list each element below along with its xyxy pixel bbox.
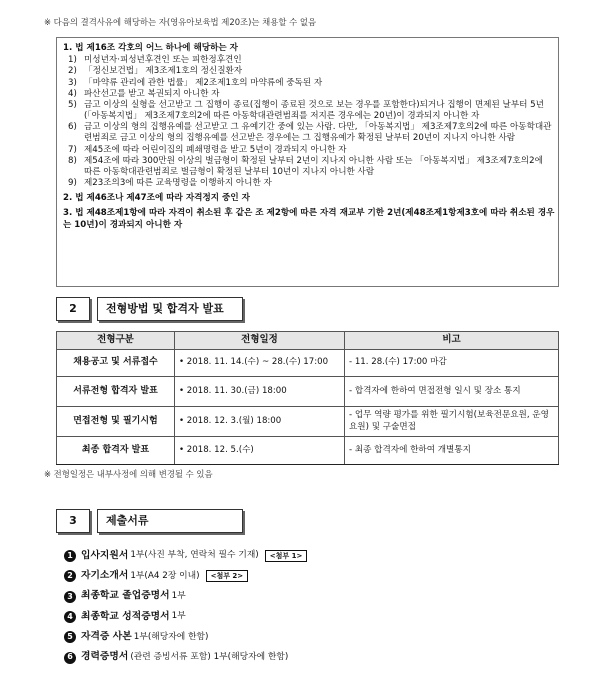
note-cell: - 11. 28.(수) 17:00 마감 [345, 350, 559, 377]
schedule-notice: ※ 전형일정은 내부사정에 의해 변경될 수 있음 [44, 469, 213, 479]
circled-number-icon: 2 [64, 570, 76, 582]
document-detail: 1부(해당자에 한함) [133, 631, 209, 642]
attachment-tag: <첨부 2> [206, 570, 249, 582]
circled-number-icon: 1 [64, 550, 76, 562]
section-3-header [56, 509, 243, 533]
list-item [64, 647, 307, 667]
date-cell: • 2018. 11. 14.(수) ~ 28.(수) 17:00 [175, 350, 345, 377]
list-item: 4) 파산선고를 받고 복권되지 아니한 자 [68, 88, 220, 99]
note-cell: - 최종 합격자에 한하여 개별통지 [345, 437, 559, 465]
date-cell: • 2018. 12. 3.(월) 18:00 [175, 407, 345, 437]
list-item: 6) 금고 이상의 형의 집행유예를 선고받고 그 유예기간 중에 있는 사람. 다만, 「아동복지법」 제3조제7호의2에 따른 아동학대관련범죄로 금고 이상의 형의 집행유예를 선고받은 경우에는 그 집행유예가 확정된 날부터 20년이 지나지 아니한 사람 [68, 122, 552, 144]
circled-number-icon: 5 [64, 631, 76, 643]
list-item: 7) 제45조에 따라 어린이집의 폐쇄명령을 받고 5년이 경과되지 아니한 자 [68, 144, 347, 155]
date-cell: • 2018. 11. 30.(금) 18:00 [175, 377, 345, 407]
disqualification-list [63, 55, 558, 189]
section-title: 전형방법 및 합격자 발표 [97, 297, 243, 321]
document-name: 경력증명서 [81, 651, 129, 663]
disqualification-heading-1: 1. 법 제16조 각호의 어느 하나에 해당하는 자 [63, 43, 238, 53]
document-detail: 1부 [171, 591, 186, 602]
list-item: 8) 제54조에 따라 300만원 이상의 벌금형이 확정된 날부터 2년이 지나지 아니한 사람 또는 「아동복지법」 제3조제7호의2에 따른 아동학대관련범죄로 벌금형이 확정된 날부터 10년이 지나지 아니한 사람 [68, 155, 543, 177]
schedule-table [56, 331, 559, 465]
stage-cell: 채용공고 및 서류접수 [57, 350, 175, 377]
list-item [64, 587, 307, 607]
table-row [57, 350, 559, 377]
document-name: 입사지원서 [81, 549, 129, 561]
document-name: 자격증 사본 [81, 630, 132, 642]
table-row [57, 437, 559, 465]
section-title: 제출서류 [97, 509, 243, 533]
document-detail: 1부(A4 2장 이내) [130, 570, 200, 581]
section-number: 2 [56, 297, 90, 321]
document-name: 최종학교 졸업증명서 [81, 590, 170, 602]
note-cell: - 합격자에 한하여 면접전형 일시 및 장소 통지 [345, 377, 559, 407]
disqualification-heading-2: 2. 법 제46조나 제47조에 따라 자격정지 중인 자 [63, 193, 250, 204]
document-list [64, 546, 307, 668]
document-name: 최종학교 성적증명서 [81, 610, 170, 622]
list-item [64, 566, 307, 586]
column-header-date: 전형일정 [175, 332, 345, 350]
disqualification-notice: ※ 다음의 결격사유에 해당하는 자(영유아보육법 제20조)는 채용할 수 없음 [44, 17, 317, 27]
attachment-tag: <첨부 1> [265, 550, 308, 562]
list-item [64, 627, 307, 647]
list-item [64, 607, 307, 627]
circled-number-icon: 3 [64, 591, 76, 603]
stage-cell: 서류전형 합격자 발표 [57, 377, 175, 407]
list-item: 2) 「정신보건법」 제3조제1호의 정신질환자 [68, 66, 243, 77]
stage-cell: 면접전형 및 필기시험 [57, 407, 175, 437]
section-number: 3 [56, 509, 90, 533]
note-cell: - 업무 역량 평가를 위한 필기시험(보육전문요원, 운영요원) 및 구술면접 [345, 407, 559, 437]
disqualification-heading-3: 3. 법 제48조제1항에 따라 자격이 취소된 후 같은 조 제2항에 따른 자격 재교부 기한 2년(제48조제1항제3호에 따라 취소된 경우는 10년)이 경과되지 아니한 자 [63, 208, 555, 230]
circled-number-icon: 6 [64, 652, 76, 664]
stage-cell: 최종 합격자 발표 [57, 437, 175, 465]
table-row [57, 377, 559, 407]
list-item [64, 546, 307, 566]
column-header-stage: 전형구분 [57, 332, 175, 350]
list-item: 9) 제23조의3에 따른 교육명령을 이행하지 아니한 자 [68, 178, 272, 189]
circled-number-icon: 4 [64, 611, 76, 623]
list-item: 3) 「마약류 관리에 관한 법률」 제2조제1호의 마약류에 중독된 자 [68, 77, 323, 88]
document-detail: 1부 [171, 611, 186, 622]
disqualification-box [56, 37, 559, 287]
table-row [57, 407, 559, 437]
list-item: 1) 미성년자·피성년후견인 또는 피한정후견인 [68, 55, 242, 66]
column-header-note: 비고 [345, 332, 559, 350]
document-name: 자기소개서 [81, 570, 129, 582]
document-detail: 1부(사진 부착, 연락처 필수 기재) [130, 550, 259, 561]
list-item: 5) 금고 이상의 실형을 선고받고 그 집행이 종료(집행이 종료된 것으로 보는 경우를 포함한다)되거나 집행이 면제된 날부터 5년(「아동복지법」 제3조제7호의2에 따른 아동학대관련범죄를 저지른 경우에는 20년)이 경과되지 아니한 자 [68, 99, 544, 122]
date-cell: • 2018. 12. 5.(수) [175, 437, 345, 465]
section-2-header [56, 297, 243, 321]
document-detail: (관련 증빙서류 포함) 1부(해당자에 한함) [130, 651, 289, 662]
